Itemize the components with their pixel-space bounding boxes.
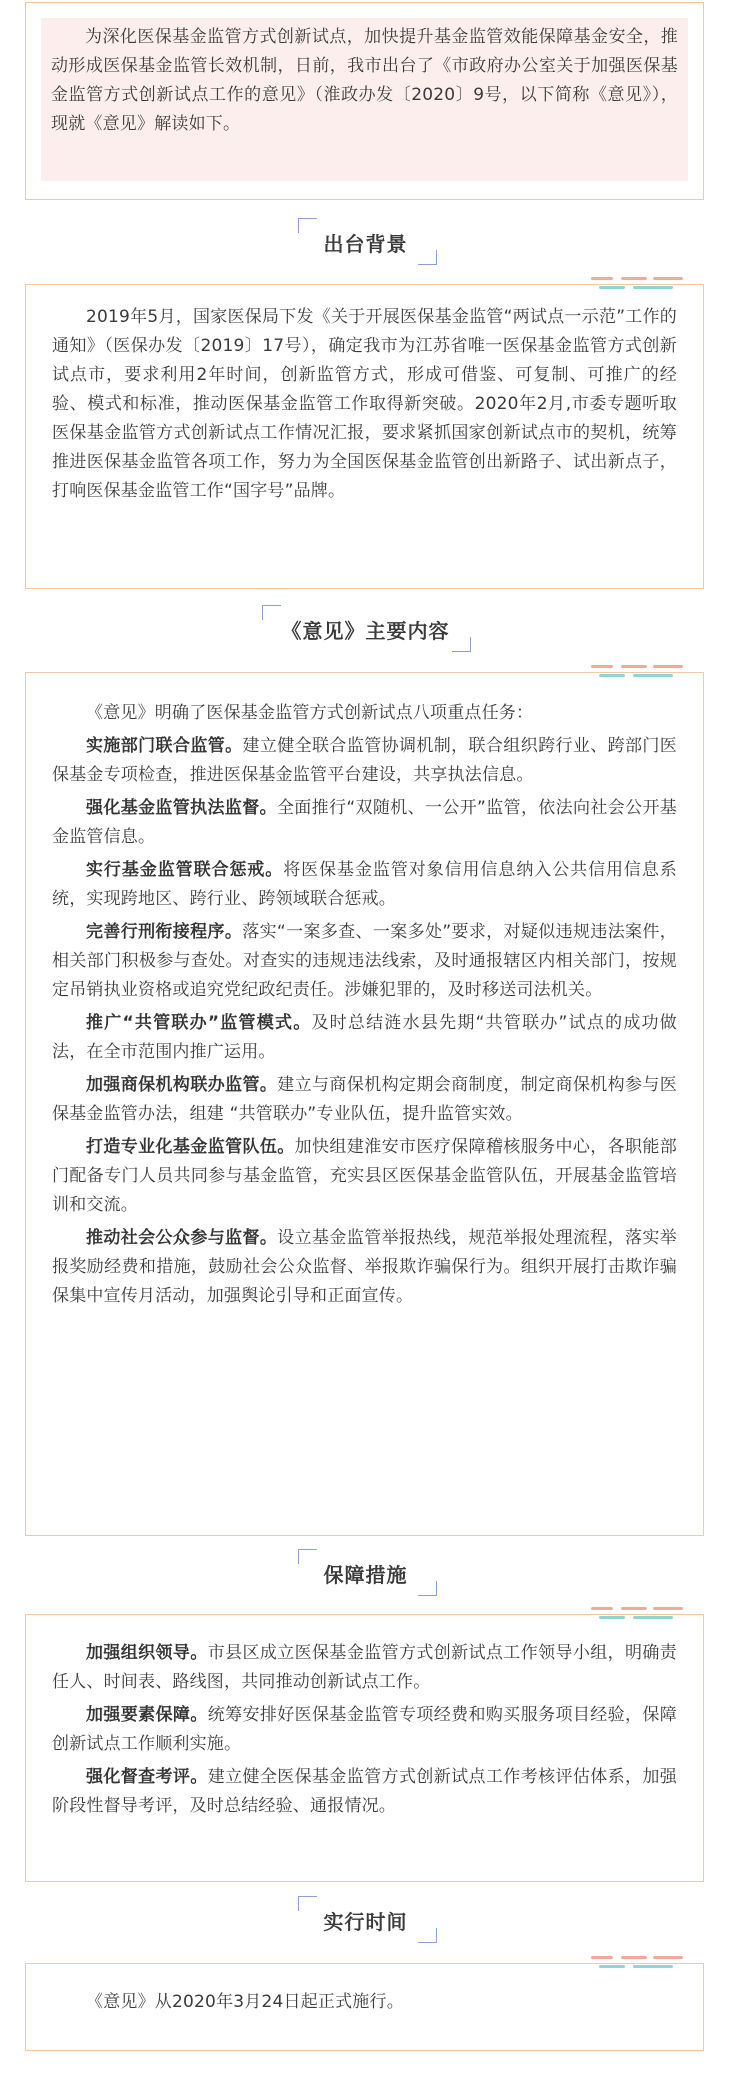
stripe <box>633 1616 673 1619</box>
task-paragraph <box>52 1224 677 1311</box>
stripe <box>653 665 683 668</box>
task-paragraph <box>52 794 677 852</box>
section-title: 实行时间 <box>323 1910 408 1934</box>
task-text: 加快组建淮安市医疗保障稽核服务中心，各职能部门配备专门人员共同参与基金监管，充实县区医保基金监管队伍，开展基金监管培训和交流。 <box>52 1137 677 1215</box>
stripe <box>621 1956 647 1959</box>
stripe <box>633 674 673 677</box>
task-title: 完善行刑衔接程序。 <box>86 922 243 942</box>
task-title: 强化基金监管执法监督。 <box>86 798 277 818</box>
task-paragraph <box>52 1071 677 1129</box>
task-paragraph <box>52 732 677 790</box>
stripe <box>599 1965 625 1968</box>
task-paragraph <box>52 1009 677 1067</box>
stripe <box>633 286 673 289</box>
section-heading-main-content <box>0 603 731 659</box>
task-paragraph <box>52 856 677 914</box>
task-text: 及时总结涟水县先期“共管联办”试点的成功做法，在全市范围内推广运用。 <box>52 1013 677 1062</box>
section-body <box>52 303 677 510</box>
task-title: 推动社会公众参与监督。 <box>86 1228 278 1248</box>
task-title: 实行基金监管联合惩戒。 <box>86 860 284 880</box>
measure-paragraph <box>52 1639 677 1697</box>
section-paragraph: 《意见》明确了医保基金监管方式创新试点八项重点任务： <box>86 703 534 723</box>
stripe <box>633 1965 673 1968</box>
task-title: 打造专业化基金监管队伍。 <box>86 1137 295 1157</box>
measure-text: 建立健全医保基金监管方式创新试点工作考核评估体系，加强阶段性督导考评，及时总结经验、通报情况。 <box>52 1767 677 1816</box>
heading-corner-bottom-right <box>418 250 437 265</box>
stripe <box>591 665 613 668</box>
intro-paragraph: 为深化医保基金监管方式创新试点，加快提升基金监管效能保障基金安全，推动形成医保基金监管长效机制，日前，我市出台了《市政府办公室关于加强医保基金监管方式创新试点工作的意见》（淮政办发〔2020〕9号，以下简称《意见》），现就《意见》解读如下。 <box>51 27 678 134</box>
task-title: 加强商保机构联办监管。 <box>86 1075 278 1095</box>
task-title: 推广“共管联办”监管模式。 <box>86 1013 312 1033</box>
stripe <box>591 1607 613 1610</box>
section-heading-effective-date <box>0 1894 731 1950</box>
stripe <box>599 1616 625 1619</box>
section-body <box>52 1988 677 2021</box>
decorative-stripes <box>591 277 691 301</box>
stripe <box>599 286 625 289</box>
task-text: 建立健全联合监管协调机制，联合组织跨行业、跨部门医保基金专项检查，推进医保基金监管平台建设，共享执法信息。 <box>52 736 677 785</box>
heading-corner-bottom-right <box>418 1581 437 1596</box>
task-text: 落实“一案多查、一案多处”要求，对疑似违规违法案件，相关部门积极参与查处。对查实的违规违法线索，及时通报辖区内相关部门，按规定吊销执业资格或追究党纪政纪责任。涉嫌犯罪的，及时移送司法机关。 <box>52 922 677 1000</box>
section-title: 保障措施 <box>323 1563 408 1587</box>
measure-paragraph <box>52 1763 677 1821</box>
stripe <box>653 277 683 280</box>
section-box-safeguards <box>25 1614 704 1882</box>
measure-text: 市县区成立医保基金监管方式创新试点工作领导小组，明确责任人、时间表、路线图，共同推动创新试点工作。 <box>52 1643 677 1692</box>
task-paragraph <box>52 918 677 1005</box>
measure-title: 加强组织领导。 <box>86 1643 208 1663</box>
task-text: 全面推行“双随机、一公开”监管，依法向社会公开基金监管信息。 <box>52 798 678 847</box>
measure-text: 统筹安排好医保基金监管专项经费和购买服务项目经验，保障创新试点工作顺利实施。 <box>52 1705 677 1754</box>
measure-title: 加强要素保障。 <box>86 1705 208 1725</box>
intro-box <box>25 2 704 200</box>
stripe <box>621 277 647 280</box>
stripe <box>599 674 625 677</box>
stripe <box>621 1607 647 1610</box>
section-box-effective-date <box>25 1963 704 2051</box>
heading-corner-bottom-right <box>418 1928 437 1943</box>
decorative-stripes <box>591 1956 691 1980</box>
heading-corner-top-left <box>262 605 281 620</box>
task-text: 将医保基金监管对象信用信息纳入公共信用信息系统，实现跨地区、跨行业、跨领域联合惩戒。 <box>52 860 677 909</box>
task-text: 建立与商保机构定期会商制度，制定商保机构参与医保基金监管办法，组建 “共管联办”专业队伍，提升监管实效。 <box>52 1075 677 1124</box>
stripe <box>653 1956 683 1959</box>
stripe <box>591 1956 613 1959</box>
section-paragraph: 2019年5月，国家医保局下发《关于开展医保基金监管“两试点一示范”工作的通知》（医保办发〔2019〕17号），确定我市为江苏省唯一医保基金监管方式创新试点市，要求利用2年时间，创新监管方式，形成可借鉴、可复制、可推广的经验、模式和标准，推动医保基金监管工作取得新突破。2020年2月,市委专题听取医保基金监管方式创新试点工作情况汇报，要求紧抓国家创新试点市的契机，统筹推进医保基金监管各项工作，努力为全国医保基金监管创出新路子、试出新点子，打响医保基金监管工作“国字号”品牌。 <box>52 307 677 501</box>
heading-corner-top-left <box>298 1896 317 1911</box>
section-title: 《意见》主要内容 <box>281 619 450 643</box>
section-heading-safeguards <box>0 1547 731 1603</box>
section-box-background <box>25 284 704 589</box>
intro-text-wrap <box>51 23 678 143</box>
measure-title: 强化督查考评。 <box>86 1767 208 1787</box>
heading-corner-bottom-right <box>452 637 471 652</box>
section-heading-background <box>0 216 731 272</box>
heading-corner-top-left <box>298 218 317 233</box>
section-body <box>52 1639 677 1825</box>
task-title: 实施部门联合监管。 <box>86 736 243 756</box>
section-title: 出台背景 <box>323 232 408 256</box>
task-paragraph <box>52 1133 677 1220</box>
task-text: 设立基金监管举报热线，规范举报处理流程，落实举报奖励经费和措施，鼓励社会公众监督、举报欺诈骗保行为。组织开展打击欺诈骗保集中宣传月活动，加强舆论引导和正面宣传。 <box>52 1228 677 1306</box>
decorative-stripes <box>591 665 691 689</box>
stripe <box>591 277 613 280</box>
section-body <box>52 699 677 1315</box>
section-paragraph: 《意见》从2020年3月24日起正式施行。 <box>86 1992 404 2012</box>
section-box-main-content <box>25 672 704 1536</box>
stripe <box>621 665 647 668</box>
heading-corner-top-left <box>298 1549 317 1564</box>
stripe <box>653 1607 683 1610</box>
measure-paragraph <box>52 1701 677 1759</box>
decorative-stripes <box>591 1607 691 1631</box>
